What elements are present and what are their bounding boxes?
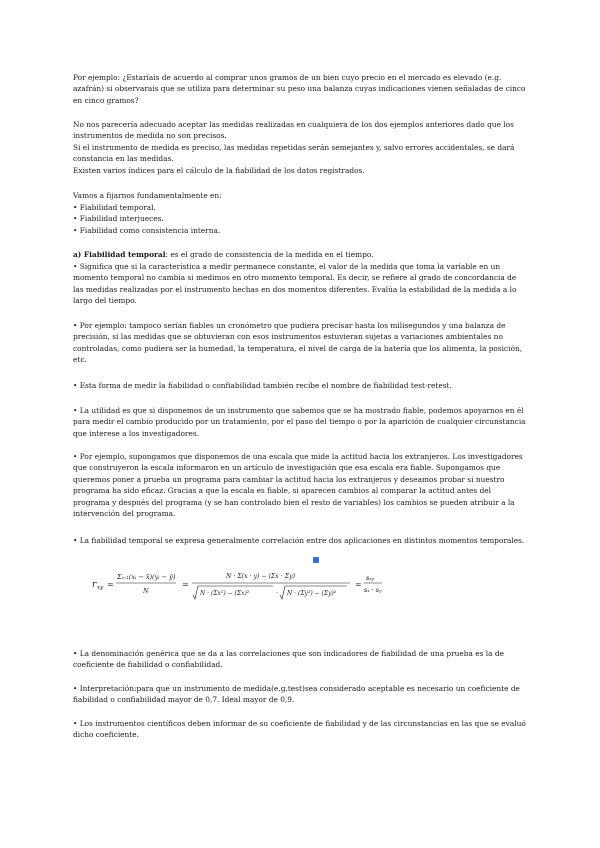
paragraph-correlation: • La fiabilidad temporal se expresa generalmente correlación entre dos aplicaciones en distintos momentos temporales. [73, 536, 525, 545]
paragraph-interpretation: • Interpretación:para que un instrumento de medida(e.g.test)sea considerado aceptable es necesario un coeficiente de fiabilidad o confiabilidad mayor de 0,7. Ideal mayor de 0,9. [73, 684, 520, 705]
paragraph-test-retest: • Esta forma de medir la fiabilidad o confiabilidad también recibe el nombre de fiabilidad test-retest. [73, 381, 452, 390]
svg-text:sx · sy: sx · sy [364, 586, 382, 594]
paragraph-example-saffron: Por ejemplo: ¿Estaríais de acuerdo al comprar unos gramos de un bien cuyo precio en el mercado es elevado (e.g. azafrán) si observarais que se utiliza para determinar su peso una balanza cuyas indicaciones vienen señaladas de cinco en cinco gramos? [73, 73, 526, 105]
formula-n: N [143, 587, 149, 595]
paragraph-utility: • La utilidad es que si disponemos de un instrumento que sabemos que se ha mostrado fiable, podemos apoyarnos en él para medir el cambio producido por un tratamiento, por el paso del tiempo o por la aparición de cualquier circunstancia que interese a los investigadores. [73, 406, 526, 438]
list-item-interjudges: • Fiabilidad interjueces. [73, 214, 164, 223]
svg-text:sxy [366, 574, 375, 582]
formula-lhs: r [92, 580, 97, 590]
svg-text:Σi=1(xi − x̄)(yi − ȳ): Σi=1(xi − x̄)(yi − ȳ) [117, 573, 176, 581]
svg-text:N · (Σx²) − (Σx)²: N · (Σx²) − (Σx)² [200, 590, 250, 597]
paragraph-not-precise: No nos parecería adecuado aceptar las medidas realizadas en cualquiera de los dos ejemplos anteriores dado que los instrumentos de medida no son precisos. [73, 120, 514, 141]
svg-text:=: = [182, 580, 189, 589]
formula-ratio-den-sub2: y [379, 588, 382, 593]
svg-text:=: = [355, 580, 362, 589]
paragraph-precise-instrument: Si el instrumento de medida es preciso, las medidas repetidas serán semejantes y, salvo errores accidentales, se dará constancia en las medidas. [73, 143, 515, 164]
svg-text:N · Σ(x · y) − (Σx · Σy): N · Σ(x · y) − (Σx · Σy) [226, 573, 295, 580]
formula-eq-1: = [107, 580, 114, 589]
paragraph-generic-denomination: • La denominación genérica que se da a las correlaciones que son indicadores de fiabilidad de una prueba es la de coeficiente de fiabilidad o confiabilidad. [73, 649, 504, 670]
paragraph-meaning: • Significa que si la característica a medir permanece constante, el valor de la medida que toma la variable en un momento temporal no cambia si medimos en otro momento temporal. Es decir, se refiere al grado de concordancia de las medidas realizadas por el instrumento hechas en dos momentos diferentes. Evalúa la estabilidad de la medida a lo largo del tiempo. [73, 262, 517, 306]
svg-text:·: · [276, 590, 278, 597]
svg-text:N · (Σy²) − (Σy)²: N · (Σy²) − (Σy)² [287, 590, 337, 597]
formula-ratio-den-sub1: x [367, 588, 370, 593]
formula-sum-1: Σ [117, 573, 122, 581]
list-item-internal-consistency: • Fiabilidad como consistencia interna. [73, 226, 221, 235]
list-item-temporal: • Fiabilidad temporal. [73, 203, 156, 212]
section-a-title: a) Fiabilidad temporal [73, 250, 166, 259]
paragraph-focus: Vamos a fijarnos fundamentalmente en: [73, 191, 222, 200]
formula-ratio-num-sub: xy [369, 576, 374, 581]
pearson-formula [92, 566, 452, 606]
section-a-heading [73, 249, 528, 260]
formula-ratio-num: s [366, 574, 370, 582]
paragraph-indices: Existen varios índices para el cálculo de la fiabilidad de los datos registrados. [73, 166, 365, 175]
anchor-marker [313, 557, 319, 563]
section-a-definition: : es el grado de consistencia de la medida en el tiempo. [165, 250, 374, 259]
paragraph-scientific-instruments: • Los instrumentos científicos deben informar de su coeficiente de fiabilidad y de las circunstancias en las que se evaluó dicho coeficiente. [73, 719, 526, 740]
formula-ratio-den: s [364, 586, 368, 594]
paragraph-scale-example: • Por ejemplo, supongamos que disponemos de una escala que mide la actitud hacia los extranjeros. Los investigadores que construyeron la escala informaron en un artículo de investigación que esa escala era fiable. Supongamos que queremos poner a prueba un programa para cambiar la actitud hacia los extranjeros y deseamos probar si nuestro programa ha sido eficaz. Gracias a que la escala es fiable, si aparecen cambios al comparar la actitud antes del programa y después del programa (y se han controlado bien el resto de variables) los cambios se pueden atribuir a la intervención del programa. [73, 452, 523, 519]
paragraph-chronometer-example: • Por ejemplo: tampoco serían fiables un cronómetro que pudiera precisar hasta los milisegundos y una balanza de precisión, si las medidas que se obtuvieran con esos instrumentos estuvieran sujetas a variaciones ambientales no controladas, como pudiera ser la humedad, la temperatura, el nivel de carga de la batería que los alimenta, la posición, etc. [73, 321, 523, 365]
formula-lhs-sub: xy [97, 585, 104, 591]
